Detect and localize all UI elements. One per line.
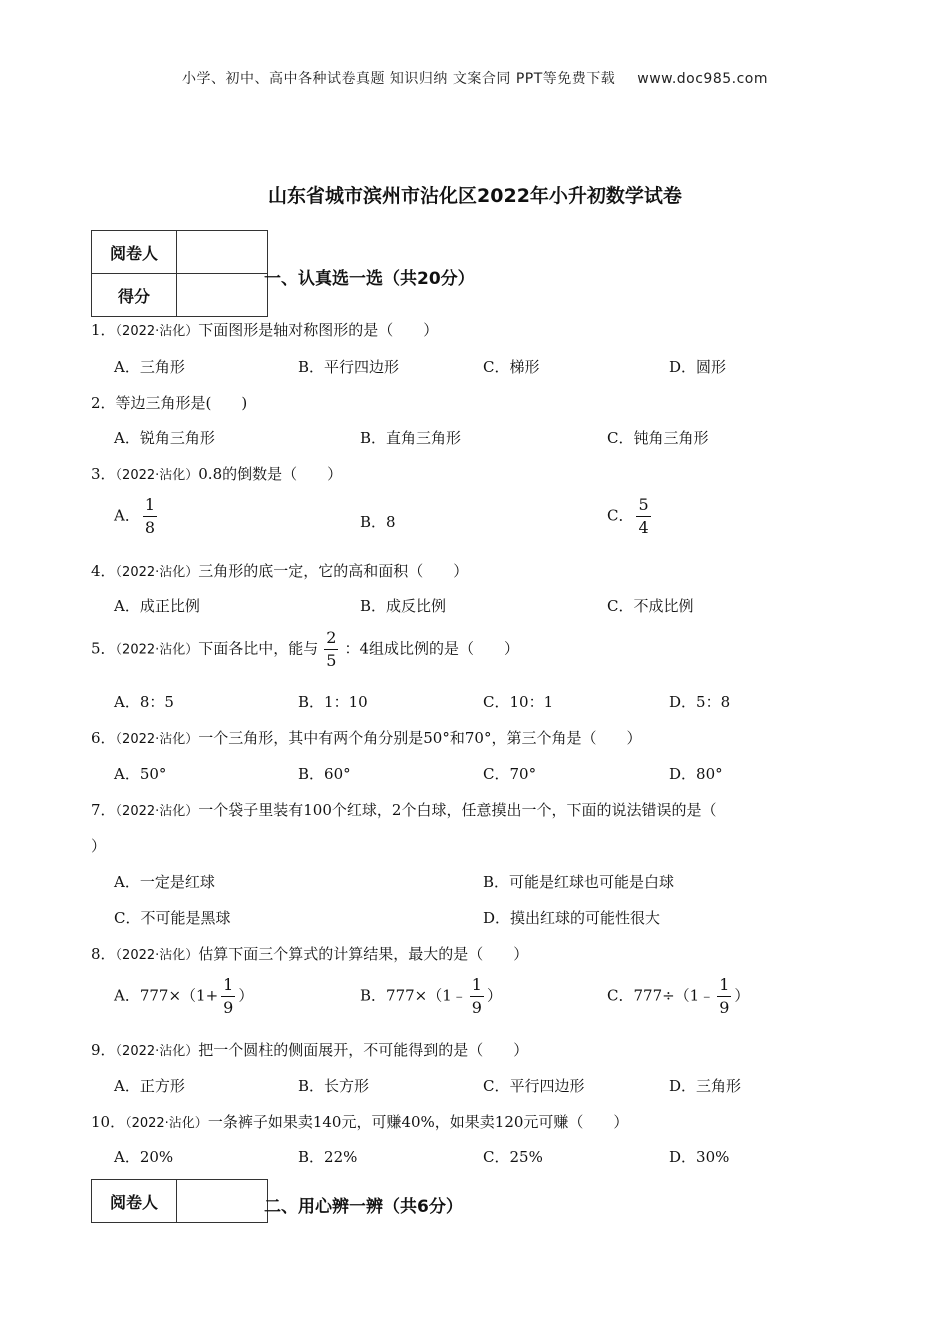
fraction: $\frac{2}{5}$ xyxy=(326,628,337,670)
q4-option-c: C．不成比例 xyxy=(607,597,694,615)
question-1: 1．（2022·沾化）下面图形是轴对称图形的是（ ） xyxy=(91,321,439,339)
fraction: $\frac{1}{9}$ xyxy=(719,975,730,1017)
q6-option-b: B．60° xyxy=(298,765,351,783)
q10-option-b: B．22% xyxy=(298,1148,358,1166)
q8-option-a: A．777×（1+ $\frac{1}{9}$ ） xyxy=(114,975,254,1017)
fraction: $\frac{1}{9}$ xyxy=(223,975,234,1017)
q10-option-d: D．30% xyxy=(669,1148,730,1166)
q6-option-c: C．70° xyxy=(483,765,537,783)
q9-option-b: B．长方形 xyxy=(298,1077,370,1095)
question-3: 3．（2022·沾化）0.8的倒数是（ ） xyxy=(91,465,343,483)
q5-option-c: C．10：1 xyxy=(483,693,554,711)
q7-option-c: C．不可能是黑球 xyxy=(114,909,231,927)
q6-option-a: A．50° xyxy=(114,765,167,783)
q10-option-c: C．25% xyxy=(483,1148,543,1166)
q1-option-d: D．圆形 xyxy=(669,358,727,376)
q2-option-b: B．直角三角形 xyxy=(360,429,462,447)
question-8: 8．（2022·沾化）估算下面三个算式的计算结果，最大的是（ ） xyxy=(91,945,529,963)
q8-option-b: B．777×（1﹣ $\frac{1}{9}$ ） xyxy=(360,975,502,1017)
question-9: 9．（2022·沾化）把一个圆柱的侧面展开，不可能得到的是（ ） xyxy=(91,1041,529,1059)
section-1-heading: 一、认真选一选（共20分） xyxy=(264,269,475,289)
q9-option-a: A．正方形 xyxy=(114,1077,185,1095)
q7-option-a: A．一定是红球 xyxy=(114,873,215,891)
fraction: $\frac{5}{4}$ xyxy=(638,495,649,537)
q2-option-a: A．锐角三角形 xyxy=(114,429,215,447)
score-cell xyxy=(177,274,268,317)
q4-option-a: A．成正比例 xyxy=(114,597,200,615)
q2-option-c: C．钝角三角形 xyxy=(607,429,709,447)
q9-option-c: C．平行四边形 xyxy=(483,1077,585,1095)
header-url[interactable]: www.doc985.com xyxy=(637,71,769,87)
question-10: 10．（2022·沾化）一条裤子如果卖140元，可赚40%，如果卖120元可赚（ ） xyxy=(91,1113,629,1131)
q3-option-c: C． $\frac{5}{4}$ xyxy=(607,495,649,537)
q5-option-a: A．8：5 xyxy=(114,693,174,711)
question-4: 4．（2022·沾化）三角形的底一定，它的高和面积（ ） xyxy=(91,562,469,580)
q1-option-b: B．平行四边形 xyxy=(298,358,400,376)
score-table-1 xyxy=(91,230,268,317)
q1-option-c: C．梯形 xyxy=(483,358,540,376)
q7-option-d: D．摸出红球的可能性很大 xyxy=(483,909,661,927)
fraction: $\frac{1}{9}$ xyxy=(471,975,482,1017)
question-6: 6．（2022·沾化）一个三角形，其中有两个角分别是50°和70°，第三个角是（ ） xyxy=(91,729,642,747)
reviewer-cell xyxy=(177,1180,268,1223)
q10-option-a: A．20% xyxy=(114,1148,174,1166)
reviewer-label: 阅卷人 xyxy=(92,1180,177,1223)
score-table-2 xyxy=(91,1179,268,1223)
q7-option-b: B．可能是红球也可能是白球 xyxy=(483,873,675,891)
reviewer-label: 阅卷人 xyxy=(92,231,177,274)
header-text: 小学、初中、高中各种试卷真题 知识归纳 文案合同 PPT等免费下载 xyxy=(181,71,616,87)
question-5: 5．（2022·沾化）下面各比中，能与 $\frac{2}{5}$ ：4组成比例的是（ ） xyxy=(91,628,520,670)
q5-option-b: B．1：10 xyxy=(298,693,368,711)
q6-option-d: D．80° xyxy=(669,765,723,783)
q3-option-b: B．8 xyxy=(360,513,396,531)
exam-title: 山东省城市滨州市沾化区2022年小升初数学试卷 xyxy=(268,185,682,207)
question-7: 7．（2022·沾化）一个袋子里装有100个红球，2个白球，任意摸出一个，下面的说法错误的是（ xyxy=(91,801,717,819)
question-7-continuation: ） xyxy=(91,837,107,855)
q5-option-d: D．5：8 xyxy=(669,693,731,711)
question-2: 2．等边三角形是( ) xyxy=(91,394,248,412)
reviewer-cell xyxy=(177,231,268,274)
fraction: $\frac{1}{8}$ xyxy=(144,495,156,537)
q9-option-d: D．三角形 xyxy=(669,1077,742,1095)
page-header xyxy=(0,68,950,88)
q4-option-b: B．成反比例 xyxy=(360,597,447,615)
section-2-heading: 二、用心辨一辨（共6分） xyxy=(264,1197,463,1217)
q8-option-c: C．777÷（1﹣ $\frac{1}{9}$ ） xyxy=(607,975,750,1017)
q3-option-a: A． $\frac{1}{8}$ xyxy=(114,495,156,537)
q1-option-a: A．三角形 xyxy=(114,358,185,376)
score-label: 得分 xyxy=(92,274,177,317)
